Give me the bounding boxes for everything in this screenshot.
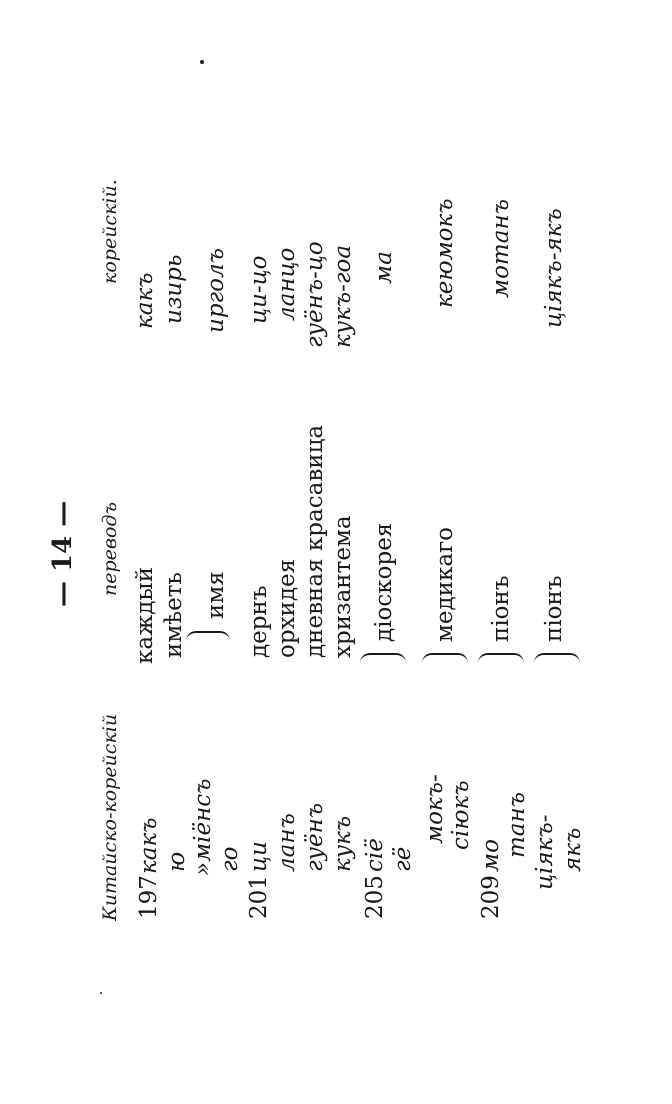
ink-speck [200,60,204,64]
chinese-korean-cell: ци [246,841,272,872]
row-number: 197 [136,875,162,919]
chinese-korean-cell: какъ [136,817,162,874]
chinese-korean-cell: кукъ [330,815,356,872]
chinese-korean-cell: мокъ- [422,774,448,844]
korean-cell: мотанъ [488,199,514,298]
korean-cell: ма [371,251,397,284]
translation-cell: піонъ [541,575,567,642]
chinese-korean-cell: ю [164,851,190,872]
korean-cell: кукъ-гоа [330,244,356,348]
translation-cell: хризантема [330,515,356,658]
korean-cell: ціякъ-якъ [541,208,567,328]
chinese-korean-cell: гуёнъ [302,802,328,872]
chinese-korean-cell: якъ [560,827,586,872]
brace [478,653,524,664]
brace [422,653,468,664]
header-translation: переводъ [99,501,121,596]
header-korean: корейскій. [99,179,121,284]
header-chinese-korean: Китайско-корейскій [99,713,121,921]
chinese-korean-cell: го [217,846,243,872]
korean-cell: ци-цо [246,255,272,324]
translation-cell: имѣеть [161,572,187,658]
brace [186,631,230,642]
korean-cell: ланцо [274,247,300,321]
translation-cell: имя [203,571,229,619]
brace [360,653,406,664]
chinese-korean-cell: гё [390,846,416,872]
korean-cell: гуёнъ-цо [302,241,328,348]
korean-cell: какъ [132,272,158,329]
translation-cell: дернъ [246,585,272,658]
chinese-korean-cell: ціякъ- [532,814,558,890]
chinese-korean-cell: сіюкъ [448,780,474,850]
row-number: 201 [246,875,272,919]
chinese-korean-cell: танъ [504,791,530,858]
translation-cell: дневная красавица [302,424,328,658]
chinese-korean-cell: ланъ [274,813,300,872]
chinese-korean-cell: сіё [362,838,388,872]
row-number: 205 [362,875,388,919]
translation-cell: діоскорея [371,522,397,642]
korean-cell: изирь [161,254,187,324]
row-number: 209 [478,875,504,919]
translation-cell: медикаго [432,527,458,642]
korean-cell: ирголъ [203,248,229,333]
translation-cell: каждый [132,566,158,664]
chinese-korean-cell: »міёнсъ [190,778,216,876]
translation-cell: піонъ [488,575,514,642]
brace [534,653,580,664]
chinese-korean-cell: мо [478,839,504,872]
ink-speck [100,992,102,994]
korean-cell: кеюмокъ [432,198,458,308]
translation-cell: орхидея [274,558,300,658]
page-number: — 14 — [48,500,78,607]
